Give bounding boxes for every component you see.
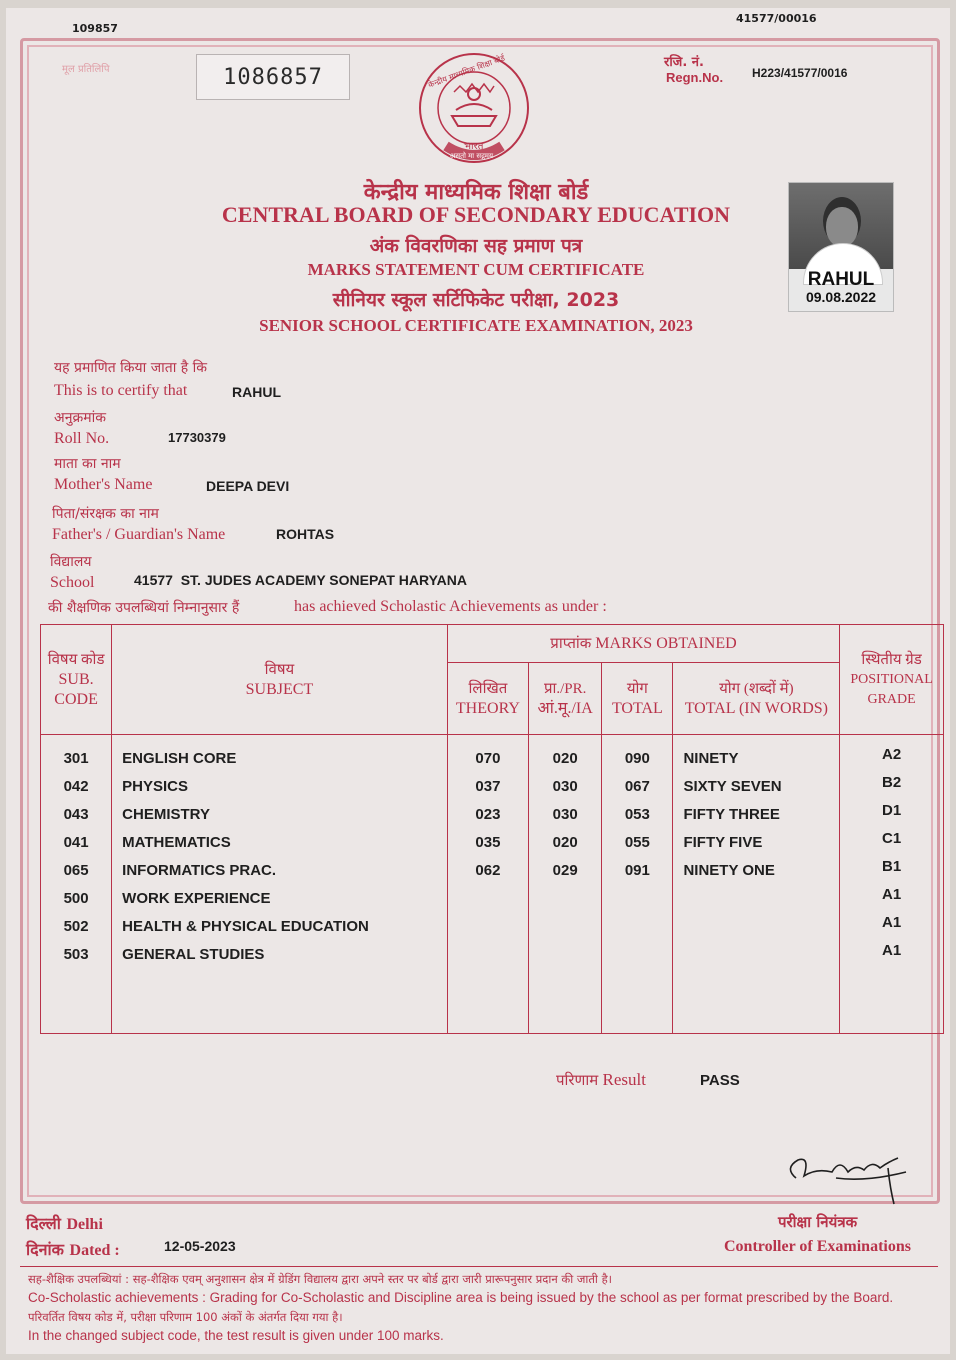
sub-code-cell: 042 xyxy=(63,778,89,795)
school-name: 41577 ST. JUDES ACADEMY SONEPAT HARYANA xyxy=(134,572,467,588)
regn-number: H223/41577/0016 xyxy=(752,66,848,80)
place: दिल्ली Delhi xyxy=(26,1214,103,1233)
photo-name: RAHUL xyxy=(807,269,875,290)
grade-cell: B1 xyxy=(882,858,902,875)
column-practical xyxy=(529,735,602,1034)
practical-cell xyxy=(529,941,601,969)
theory-cell: 035 xyxy=(475,834,501,851)
total-words-cell: NINETY xyxy=(683,750,739,767)
sub-code-cell: 041 xyxy=(63,834,89,851)
sub-code-cell: 301 xyxy=(63,750,89,767)
header-subject: विषय SUBJECT xyxy=(112,625,448,735)
sub-code-cell: 043 xyxy=(63,806,89,823)
total-words-cell: FIFTY THREE xyxy=(683,806,780,823)
total-cell: 055 xyxy=(624,834,650,851)
header-positional-grade: स्थितीय ग्रेड POSITIONAL GRADE xyxy=(840,625,944,735)
note-changed-code-hindi: परिवर्तित विषय कोड में, परीक्षा परिणाम 100 अंकों के अंतर्गत दिया गया है। xyxy=(28,1310,343,1324)
practical-cell: 020 xyxy=(552,834,578,851)
grade-cell: A2 xyxy=(882,746,902,763)
mother-label-hindi: माता का नाम xyxy=(54,456,121,472)
theory-cell xyxy=(448,885,528,913)
controller-signature xyxy=(776,1138,916,1208)
exam-title-hindi: सीनियर स्कूल सर्टिफिकेट परीक्षा, 2023 xyxy=(332,289,620,311)
sub-code-cell: 500 xyxy=(63,890,89,907)
sub-code-cell: 503 xyxy=(63,946,89,963)
photo-date: 09.08.2022 xyxy=(805,289,877,305)
subject-cell: MATHEMATICS xyxy=(122,834,231,851)
header-theory: लिखित THEORY xyxy=(447,663,528,735)
column-total-words xyxy=(673,735,840,1034)
issue-date: 12-05-2023 xyxy=(164,1238,236,1254)
subject-cell: PHYSICS xyxy=(122,778,189,795)
practical-cell: 029 xyxy=(552,862,578,879)
achieved-label-hindi: की शैक्षणिक उपलब्धियां निम्नानुसार हैं xyxy=(48,600,240,616)
header-practical: प्रा./PR. आं.मू./IA xyxy=(529,663,602,735)
column-grade xyxy=(840,735,944,1034)
regn-label-hindi: रजि. नं. xyxy=(664,55,704,70)
column-theory xyxy=(447,735,528,1034)
theory-cell: 037 xyxy=(475,778,501,795)
grade-cell: B2 xyxy=(882,774,902,791)
controller-label-hindi: परीक्षा नियंत्रक xyxy=(778,1213,858,1231)
grade-cell: A1 xyxy=(882,886,902,903)
subject-cell: CHEMISTRY xyxy=(122,806,210,823)
subject-cell: GENERAL STUDIES xyxy=(122,946,265,963)
certificate-title: MARKS STATEMENT CUM CERTIFICATE xyxy=(307,260,645,279)
theory-cell: 023 xyxy=(475,806,501,823)
theory-cell xyxy=(448,913,528,941)
serial-number: 1086857 xyxy=(223,64,323,90)
roll-label-hindi: अनुक्रमांक xyxy=(54,410,106,426)
header-total-words: योग (शब्दों में) TOTAL (IN WORDS) xyxy=(673,663,840,735)
regn-label: Regn.No. xyxy=(666,70,724,85)
total-cell: 090 xyxy=(624,750,650,767)
sub-code-cell: 065 xyxy=(63,862,89,879)
subject-cell: HEALTH & PHYSICAL EDUCATION xyxy=(122,918,369,935)
practical-cell xyxy=(529,885,601,913)
school-label-hindi: विद्यालय xyxy=(50,554,92,570)
top-right-number: 41577/00016 xyxy=(736,12,817,25)
note-coscholastic-hindi: सह-शैक्षिक उपलब्धियां : सह-शैक्षिक एवम् अनुशासन क्षेत्र में ग्रेडिंग विद्यालय द्वारा अपने स्तर पर बोर्ड द्वारा जारी प्रारूपनुसार प्रदान की जाती है। xyxy=(28,1272,613,1286)
dated-label: दिनांक Dated : xyxy=(26,1240,120,1259)
total-cell: 091 xyxy=(624,862,650,879)
father-name: ROHTAS xyxy=(276,526,335,542)
grade-cell: C1 xyxy=(882,830,902,847)
total-words-cell: FIFTY FIVE xyxy=(683,834,763,851)
note-coscholastic: Co-Scholastic achievements : Grading for Co-Scholastic and Discipline area is being issued by the school as per format prescribed by the Board. xyxy=(28,1290,894,1305)
school-label: School xyxy=(50,574,95,591)
certificate-sheet xyxy=(6,8,950,1354)
total-words-cell: NINETY ONE xyxy=(683,862,775,879)
total-words-cell xyxy=(673,941,839,969)
total-cell xyxy=(602,941,672,969)
controller-label: Controller of Examinations xyxy=(724,1238,911,1255)
student-name: RAHUL xyxy=(232,384,281,400)
mother-name: DEEPA DEVI xyxy=(206,478,290,494)
header-total: योग TOTAL xyxy=(602,663,673,735)
total-words-cell xyxy=(673,885,839,913)
board-title: CENTRAL BOARD OF SECONDARY EDUCATION xyxy=(221,202,731,227)
faded-stamp: मूल प्रतिलिपि xyxy=(62,64,110,75)
marks-table xyxy=(40,624,944,1034)
total-cell xyxy=(602,885,672,913)
subject-cell: ENGLISH CORE xyxy=(122,750,237,767)
emblem-motto: असतो मा सद्गमय xyxy=(450,152,494,160)
father-label: Father's / Guardian's Name xyxy=(52,526,226,543)
column-total xyxy=(602,735,673,1034)
father-label-hindi: पिता/संरक्षक का नाम xyxy=(52,506,159,522)
certificate-title-hindi: अंक विवरणिका सह प्रमाण पत्र xyxy=(369,235,583,257)
column-sub-code xyxy=(41,735,112,1034)
exam-title: SENIOR SCHOOL CERTIFICATE EXAMINATION, 2023 xyxy=(259,316,693,335)
total-words-cell xyxy=(673,913,839,941)
roll-number: 17730379 xyxy=(168,430,226,445)
practical-cell: 030 xyxy=(552,806,578,823)
footer-divider xyxy=(20,1266,938,1267)
total-cell xyxy=(602,913,672,941)
certify-label-hindi: यह प्रमाणित किया जाता है कि xyxy=(54,360,208,376)
grade-cell: D1 xyxy=(882,802,902,819)
total-words-cell: SIXTY SEVEN xyxy=(683,778,782,795)
header-marks-obtained: प्राप्तांक MARKS OBTAINED xyxy=(447,625,839,663)
column-subject xyxy=(112,735,448,1034)
total-cell: 053 xyxy=(624,806,650,823)
theory-cell: 062 xyxy=(475,862,501,879)
practical-cell xyxy=(529,913,601,941)
subject-cell: WORK EXPERIENCE xyxy=(122,890,271,907)
result-label: परिणाम Result xyxy=(556,1070,646,1089)
certify-label: This is to certify that xyxy=(54,382,188,399)
theory-cell xyxy=(448,941,528,969)
header-sub-code: विषय कोड SUB. CODE xyxy=(41,625,112,735)
top-left-number: 109857 xyxy=(72,22,118,35)
board-title-hindi: केन्द्रीय माध्यमिक शिक्षा बोर्ड xyxy=(363,180,589,205)
emblem-text-top: केन्द्रीय माध्यमिक शिक्षा बोर्ड xyxy=(426,53,507,90)
mother-label: Mother's Name xyxy=(54,476,153,493)
achieved-label: has achieved Scholastic Achievements as under : xyxy=(294,598,607,615)
theory-cell: 070 xyxy=(475,750,501,767)
serial-number-box xyxy=(196,54,350,100)
note-changed-code: In the changed subject code, the test result is given under 100 marks. xyxy=(28,1328,444,1343)
roll-label: Roll No. xyxy=(54,430,110,447)
emblem-text-bottom: भारत xyxy=(464,141,484,152)
grade-cell: A1 xyxy=(882,914,902,931)
result-value: PASS xyxy=(700,1072,740,1089)
practical-cell: 020 xyxy=(552,750,578,767)
practical-cell: 030 xyxy=(552,778,578,795)
grade-cell: A1 xyxy=(882,942,902,959)
sub-code-cell: 502 xyxy=(63,918,89,935)
total-cell: 067 xyxy=(624,778,650,795)
subject-cell: INFORMATICS PRAC. xyxy=(122,862,277,879)
